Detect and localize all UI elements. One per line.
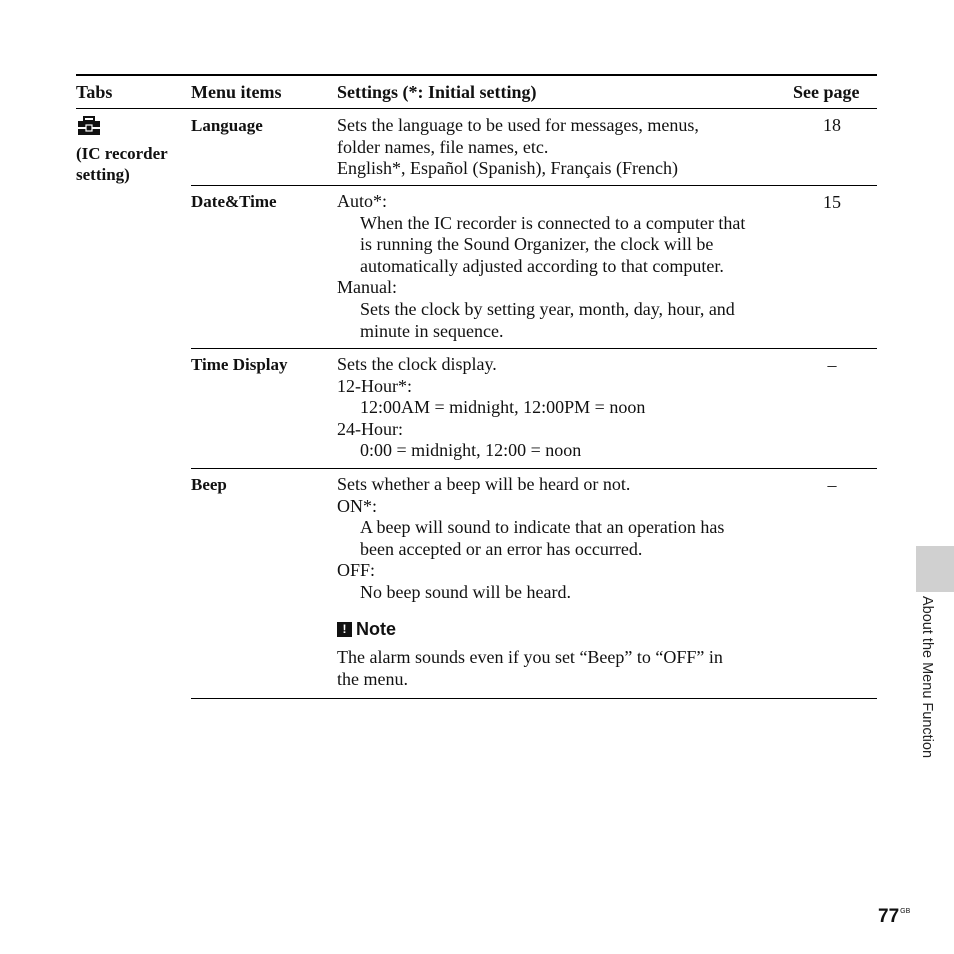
menu-item-beep: Beep <box>191 475 227 494</box>
table-top-rule <box>76 74 877 76</box>
menu-item-time-display: Time Display <box>191 355 288 374</box>
note-line: The alarm sounds even if you set “Beep” to “OFF” in <box>337 647 723 667</box>
note-icon: ! <box>337 622 352 637</box>
menu-item-language: Language <box>191 116 263 135</box>
section-tab-marker <box>916 546 954 592</box>
setting-line: Sets the clock by setting year, month, day, hour, and <box>360 298 735 319</box>
note-line: the menu. <box>337 668 408 689</box>
note-title: Note <box>356 619 396 639</box>
page-number <box>878 906 910 928</box>
tab-label <box>76 143 168 185</box>
setting-line: been accepted or an error has occurred. <box>360 538 643 559</box>
tab-label-line: setting) <box>76 165 130 184</box>
setting-line: English*, Español (Spanish), Français (French) <box>337 158 678 179</box>
tab-label-line: (IC recorder <box>76 144 168 163</box>
setting-line: 0:00 = midnight, 12:00 = noon <box>360 440 582 461</box>
note-body <box>337 647 723 690</box>
setting-line: is running the Sound Organizer, the clock will be <box>360 234 714 255</box>
setting-date-time <box>337 191 745 342</box>
row-divider <box>191 348 877 349</box>
page-number-value: 77 <box>878 906 900 927</box>
row-divider <box>191 185 877 186</box>
setting-line: 24-Hour: <box>337 418 403 439</box>
row-divider <box>191 468 877 469</box>
header-see-page: See page <box>793 82 860 102</box>
header-tabs: Tabs <box>76 82 113 102</box>
see-page-date-time: 15 <box>823 192 841 212</box>
setting-line: Sets the clock display. <box>337 354 497 374</box>
section-title: About the Menu Function <box>919 596 935 759</box>
setting-line: 12:00AM = midnight, 12:00PM = noon <box>360 397 646 418</box>
setting-beep <box>337 474 724 604</box>
header-bottom-rule <box>76 108 877 109</box>
see-page-language: 18 <box>823 115 841 135</box>
setting-line: OFF: <box>337 560 376 581</box>
table-bottom-rule <box>191 698 877 699</box>
setting-line: minute in sequence. <box>360 320 504 341</box>
setting-line: 12-Hour*: <box>337 375 412 396</box>
setting-line: Sets the language to be used for messages, menus, <box>337 115 699 135</box>
header-settings: Settings (*: Initial setting) <box>337 82 537 102</box>
setting-line: ON*: <box>337 495 377 516</box>
page-region: GB <box>900 908 911 915</box>
see-page-time-display: – <box>827 355 837 375</box>
setting-time-display <box>337 354 645 462</box>
setting-line: Auto*: <box>337 191 388 211</box>
setting-line: No beep sound will be heard. <box>360 581 571 602</box>
header-menu-items: Menu items <box>191 82 282 102</box>
toolbox-icon <box>77 116 101 141</box>
setting-line: When the IC recorder is connected to a computer that <box>360 212 746 233</box>
note-heading <box>337 618 396 640</box>
setting-language <box>337 115 699 180</box>
setting-line: folder names, file names, etc. <box>337 136 549 157</box>
see-page-beep: – <box>827 475 837 495</box>
menu-item-date-time: Date&Time <box>191 192 277 211</box>
setting-line: Manual: <box>337 277 397 298</box>
setting-line: A beep will sound to indicate that an operation has <box>360 517 725 538</box>
setting-line: automatically adjusted according to that computer. <box>360 255 724 276</box>
setting-line: Sets whether a beep will be heard or not. <box>337 474 631 494</box>
